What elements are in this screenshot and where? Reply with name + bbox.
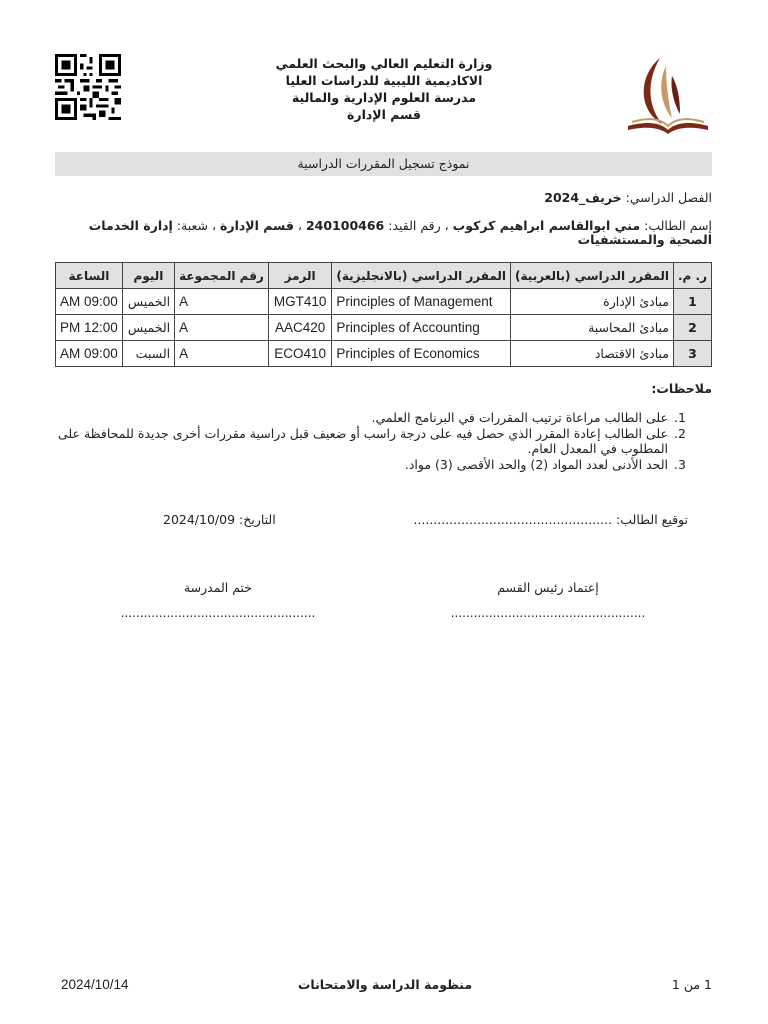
col-course-english: المقرر الدراسي (بالانجليزية)	[332, 263, 511, 289]
col-course-arabic: المقرر الدراسي (بالعربية)	[511, 263, 674, 289]
date-value: 2024/10/09	[163, 512, 236, 527]
table-row	[56, 315, 712, 341]
student-info	[52, 219, 712, 247]
note-item: 2. على الطالب إعادة المقرر الذي حصل فيه على درجة راسب أو ضعيف قبل دراسية مقررات أخرى جديدة للمحافظة على المطلوب في المعدل العام.	[50, 426, 670, 457]
course-english: Principles of Accounting	[332, 315, 511, 341]
semester-line	[544, 190, 712, 205]
school-stamp-label: ختم المدرسة	[183, 580, 253, 595]
col-day: اليوم	[122, 263, 174, 289]
course-english: Principles of Economics	[332, 341, 511, 367]
academy-logo	[622, 52, 714, 138]
table-row	[56, 289, 712, 315]
school-name: مدرسة العلوم الإدارية والمالية	[291, 90, 477, 105]
notes-list	[50, 410, 688, 472]
student-name-label: إسم الطالب:	[644, 218, 712, 233]
form-title: نموذج تسجيل المقررات الدراسية	[55, 152, 712, 176]
table-header-row	[56, 263, 712, 289]
footer-print-date: 2024/10/14	[61, 977, 129, 992]
student-id-label: ، رقم القيد:	[388, 218, 449, 233]
col-code: الرمز	[268, 263, 332, 289]
footer-page-number: 1 من 1	[671, 977, 712, 992]
head-approval-label: إعتماد رئيس القسم	[497, 580, 599, 595]
course-day: الخميس	[122, 315, 174, 341]
courses-table	[55, 262, 712, 367]
student-signature: توقيع الطالب: ..................................................	[413, 512, 688, 527]
student-name: مني ابوالقاسم ابراهيم كركوب	[452, 218, 641, 233]
table-row	[56, 341, 712, 367]
notes-title: ملاحظات:	[651, 381, 712, 396]
head-approval-line: ...................................................	[450, 606, 646, 620]
col-group: رقم المجموعة	[175, 263, 269, 289]
course-time: 12:00 PM	[56, 315, 123, 341]
course-arabic: مبادئ المحاسبة	[511, 315, 674, 341]
group-number: A	[175, 289, 269, 315]
course-day: السبت	[122, 341, 174, 367]
footer-system-name: منظومة الدراسة والامتحانات	[297, 977, 473, 992]
semester-label: الفصل الدراسي:	[625, 190, 712, 205]
group-number: A	[175, 341, 269, 367]
date-label: التاريخ:	[239, 512, 276, 527]
student-branch: إدارة الخدمات الصحية والمستشفيات	[88, 218, 712, 247]
semester-value: خريف_2024	[544, 190, 622, 205]
student-id: 240100466	[305, 218, 385, 233]
course-time: 09:00 AM	[56, 289, 123, 315]
row-number: 1	[674, 289, 712, 315]
course-time: 09:00 AM	[56, 341, 123, 367]
col-time: الساعة	[56, 263, 123, 289]
course-english: Principles of Management	[332, 289, 511, 315]
note-item: 1. على الطالب مراعاة ترتيب المقررات في البرنامج العلمي.	[50, 410, 670, 426]
note-item: 3. الحد الأدنى لعدد المواد (2) والحد الأقصى (3) مواد.	[50, 457, 670, 473]
row-number: 2	[674, 315, 712, 341]
ministry-name: وزارة التعليم العالي والبحث العلمي	[275, 56, 493, 71]
course-code: MGT410	[268, 289, 332, 315]
course-day: الخميس	[122, 289, 174, 315]
signature-date	[163, 512, 276, 527]
course-arabic: مبادئ الإدارة	[511, 289, 674, 315]
course-arabic: مبادئ الاقتصاد	[511, 341, 674, 367]
course-code: ECO410	[268, 341, 332, 367]
student-department: قسم الإدارة	[220, 218, 294, 233]
course-code: AAC420	[268, 315, 332, 341]
department-name: قسم الإدارة	[347, 107, 421, 122]
school-stamp-line: ...................................................	[120, 606, 316, 620]
academy-name: الاكاديمية الليبية للدراسات العليا	[285, 73, 483, 88]
col-number: ر. م.	[674, 263, 712, 289]
qr-code	[54, 54, 122, 120]
row-number: 3	[674, 341, 712, 367]
branch-label: ، شعبة:	[176, 218, 217, 233]
separator: ،	[297, 218, 302, 233]
group-number: A	[175, 315, 269, 341]
